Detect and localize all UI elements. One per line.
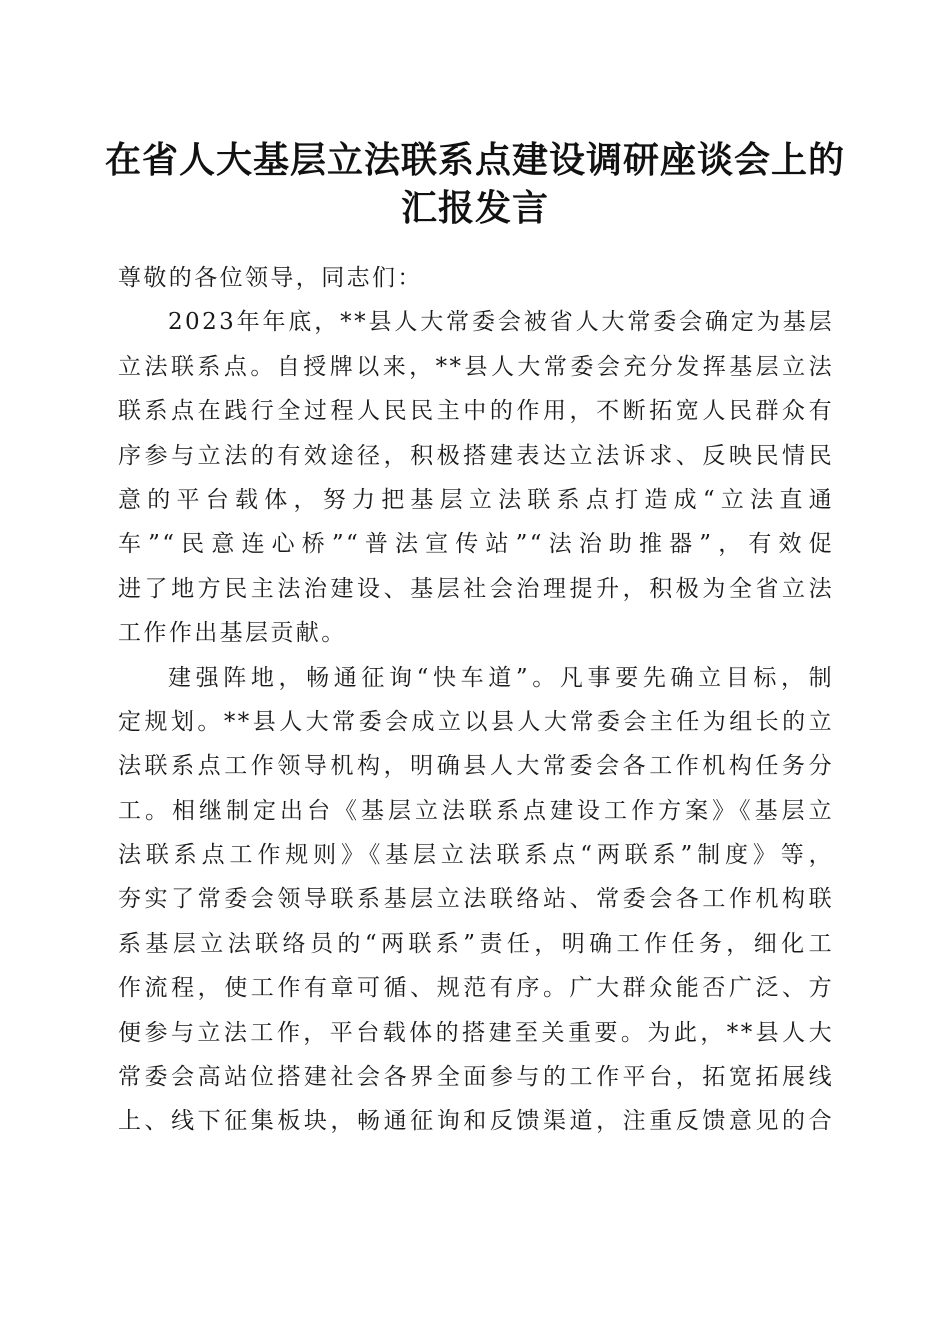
paragraph-1-line: 2023年年底，**县人大常委会被省人大常委会确定为基层 xyxy=(168,309,834,336)
paragraph-2-line: 上、线下征集板块，畅通征询和反馈渠道，注重反馈意见的合 xyxy=(118,1108,834,1135)
paragraph-1-line: 进了地方民主法治建设、基层社会治理提升，积极为全省立法 xyxy=(118,575,834,602)
paragraph-2-line: 建强阵地，畅通征询“快车道”。凡事要先确立目标，制 xyxy=(168,664,834,691)
paragraph-2-line: 夯实了常委会领导联系基层立法联络站、常委会各工作机构联 xyxy=(118,886,834,913)
paragraph-2-line: 法联系点工作领导机构，明确县人大常委会各工作机构任务分 xyxy=(118,753,834,780)
document-body xyxy=(118,256,834,1144)
paragraph-2-line: 系基层立法联络员的“两联系”责任，明确工作任务，细化工 xyxy=(118,930,834,957)
paragraph-2-line: 作流程，使工作有章可循、规范有序。广大群众能否广泛、方 xyxy=(118,975,834,1002)
paragraph-1-line: 立法联系点。自授牌以来，**县人大常委会充分发挥基层立法 xyxy=(118,353,834,380)
paragraph-2-line: 便参与立法工作，平台载体的搭建至关重要。为此，**县人大 xyxy=(118,1019,834,1046)
paragraph-2-line: 法联系点工作规则》《基层立法联系点“两联系”制度》等， xyxy=(118,842,834,869)
salutation: 尊敬的各位领导，同志们： xyxy=(118,265,423,291)
paragraph-2-line: 定规划。**县人大常委会成立以县人大常委会主任为组长的立 xyxy=(118,708,834,735)
document-title xyxy=(100,136,850,232)
paragraph-2-line: 常委会高站位搭建社会各界全面参与的工作平台，拓宽拓展线 xyxy=(118,1064,834,1091)
paragraph-1-line: 联系点在践行全过程人民民主中的作用，不断拓宽人民群众有 xyxy=(118,398,834,425)
title-line-2: 汇报发言 xyxy=(400,187,549,229)
paragraph-1-line: 车”“民意连心桥”“普法宣传站”“法治助推器”，有效促 xyxy=(118,531,834,558)
paragraph-1-line: 意的平台载体，努力把基层立法联系点打造成“立法直通 xyxy=(118,486,834,513)
paragraph-2-line: 工。相继制定出台《基层立法联系点建设工作方案》《基层立 xyxy=(118,797,834,824)
paragraph-1-line: 工作作出基层贡献。 xyxy=(118,620,347,647)
title-line-1: 在省人大基层立法联系点建设调研座谈会上的 xyxy=(104,139,845,181)
paragraph-1-line: 序参与立法的有效途径，积极搭建表达立法诉求、反映民情民 xyxy=(118,442,834,469)
